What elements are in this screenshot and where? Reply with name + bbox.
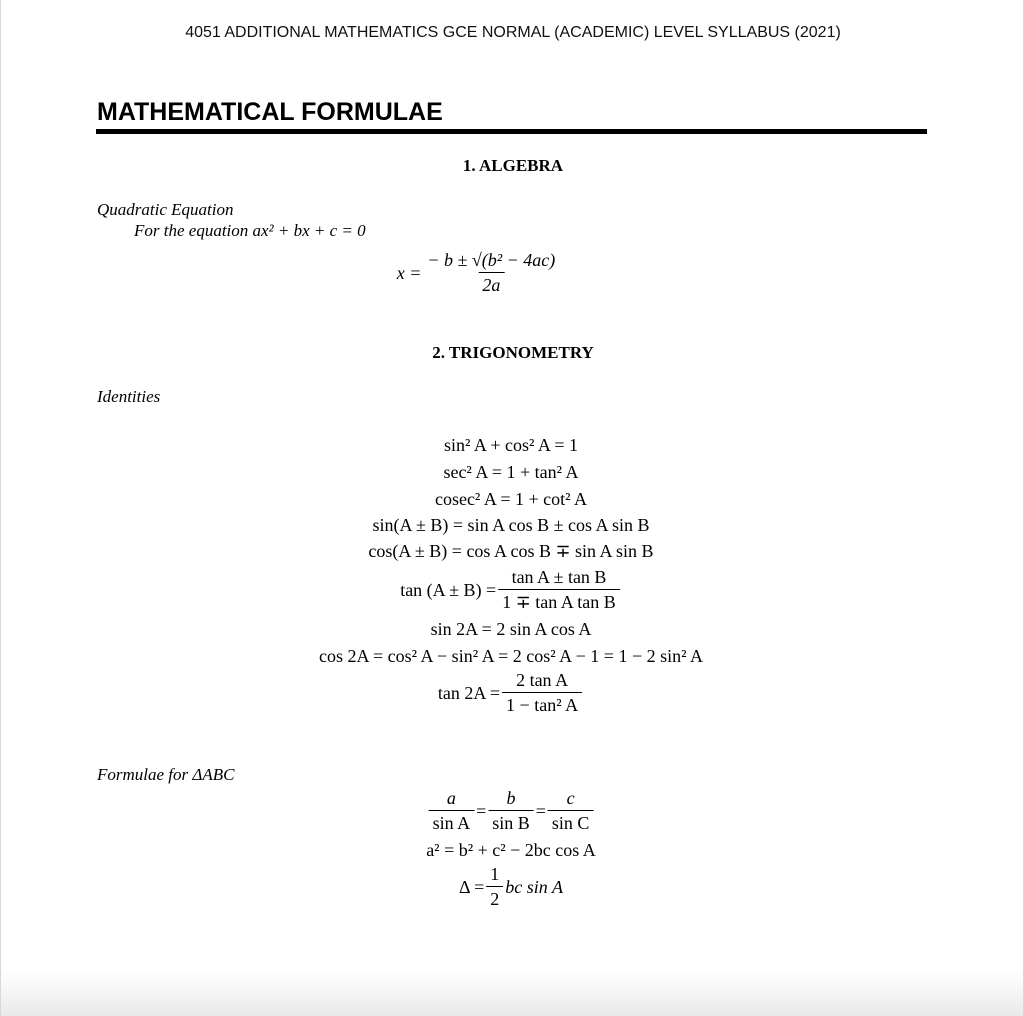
identity-1: sin² A + cos² A = 1 [443,435,579,455]
numerator: b [506,788,516,808]
identity-tan-sum [400,567,622,613]
quadratic-intro: For the equation ax² + bx + c = 0 [134,221,366,240]
identity-tan-double [438,670,584,716]
numerator: − b ± √(b² − 4ac) [427,250,556,270]
identity-sin-double: sin 2A = 2 sin A cos A [430,619,592,639]
quadratic-formula [397,250,562,296]
identity-cos-sum: cos(A ± B) = cos A cos B ∓ sin A sin B [368,541,654,561]
page-title: MATHEMATICAL FORMULAE [97,98,443,126]
formula-lhs: tan 2A = [437,682,501,703]
numerator: c [566,788,575,808]
document-header: 4051 ADDITIONAL MATHEMATICS GCE NORMAL (ACADEMIC) LEVEL SYLLABUS (2021) [185,24,841,41]
triangle-label: Formulae for ΔABC [97,765,235,784]
formula-rhs: bc sin A [505,876,563,897]
denominator: 1 − tan² A [502,692,582,716]
area-formula [459,864,563,910]
numerator: 1 [490,864,500,884]
numerator: tan A ± tan B [511,567,607,587]
denominator: 2 [486,886,503,910]
denominator: 2a [478,272,504,296]
denominator: sin B [488,810,534,834]
equals: = [535,800,546,821]
numerator: a [446,788,456,808]
formula-lhs: x = [396,262,422,283]
title-rule [96,129,927,134]
identities-label: Identities [97,387,161,406]
formula-lhs: Δ = [459,876,485,897]
denominator: 1 ∓ tan A tan B [498,589,620,613]
section-heading-trigonometry: 2. TRIGONOMETRY [432,343,594,362]
quadratic-label: Quadratic Equation [97,200,234,219]
denominator: sin C [548,810,594,834]
identity-2: sec² A = 1 + tan² A [443,462,579,482]
equals: = [476,800,487,821]
formula-lhs: tan (A ± B) = [400,579,497,600]
sine-rule [427,788,596,834]
cosine-rule: a² = b² + c² − 2bc cos A [426,840,596,860]
identity-3: cosec² A = 1 + cot² A [434,489,588,509]
denominator: sin A [429,810,475,834]
numerator: 2 tan A [516,670,569,690]
page-bottom-shadow [1,971,1023,1016]
section-heading-algebra: 1. ALGEBRA [462,156,564,175]
identity-cos-double: cos 2A = cos² A − sin² A = 2 cos² A − 1 = 1 − 2 sin² A [318,646,704,666]
identity-sin-sum: sin(A ± B) = sin A cos B ± cos A sin B [372,515,650,535]
